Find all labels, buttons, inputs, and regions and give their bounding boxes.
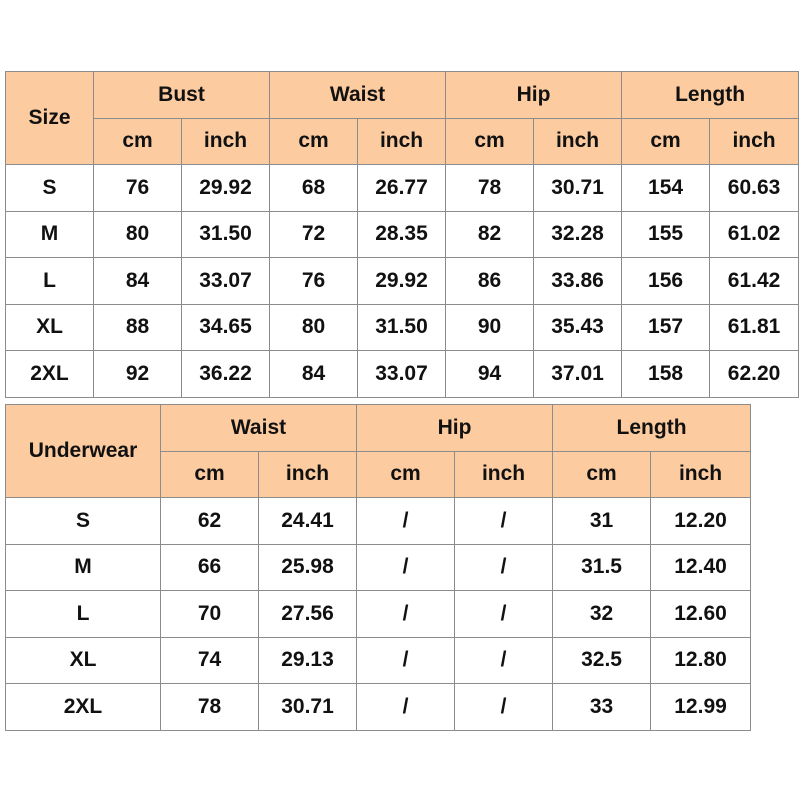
table-row [6,258,799,305]
table-cell: 80 [270,304,358,351]
unit-header: inch [651,451,751,498]
table-cell: 84 [94,258,182,305]
table-cell: / [455,684,553,731]
table-cell: 12.20 [651,498,751,545]
table-cell: 33.07 [182,258,270,305]
table-cell: 62.20 [710,351,799,398]
waist-group-header: Waist [270,72,446,119]
table-cell: 29.92 [358,258,446,305]
unit-header: inch [710,118,799,165]
unit-header: inch [182,118,270,165]
size-label: S [6,498,161,545]
table-cell: 94 [446,351,534,398]
group-header-row [6,72,799,119]
unit-header-row [6,118,799,165]
table-cell: 32 [553,591,651,638]
table-cell: 78 [161,684,259,731]
table-cell: / [357,591,455,638]
table-cell: 90 [446,304,534,351]
table-cell: 154 [622,165,710,212]
table-cell: 26.77 [358,165,446,212]
unit-header: cm [94,118,182,165]
table-row [6,498,751,545]
table-cell: 60.63 [710,165,799,212]
table-cell: / [357,637,455,684]
table-cell: 31 [553,498,651,545]
table-cell: 12.60 [651,591,751,638]
size-column-header: Size [6,72,94,165]
table-cell: 155 [622,211,710,258]
table-cell: 68 [270,165,358,212]
unit-header: inch [259,451,357,498]
table-cell: 36.22 [182,351,270,398]
table-cell: 32.5 [553,637,651,684]
size-label: M [6,211,94,258]
table-cell: 34.65 [182,304,270,351]
table-cell: 27.56 [259,591,357,638]
table-row [6,637,751,684]
table-cell: 66 [161,544,259,591]
table-cell: / [455,591,553,638]
table-cell: 78 [446,165,534,212]
unit-header: cm [357,451,455,498]
unit-header: inch [455,451,553,498]
table-cell: 12.80 [651,637,751,684]
table-cell: 28.35 [358,211,446,258]
table-cell: / [357,498,455,545]
table-cell: 157 [622,304,710,351]
size-chart-table [5,71,799,398]
table-cell: 86 [446,258,534,305]
table-cell: 158 [622,351,710,398]
group-header-row [6,405,751,452]
size-label: M [6,544,161,591]
table-cell: 12.99 [651,684,751,731]
table-cell: 82 [446,211,534,258]
table-cell: 92 [94,351,182,398]
size-label: XL [6,637,161,684]
underwear-size-table [5,404,751,731]
table-cell: 88 [94,304,182,351]
table-cell: 70 [161,591,259,638]
table-row [6,544,751,591]
table-row [6,211,799,258]
hip-group-header: Hip [446,72,622,119]
table-cell: 30.71 [259,684,357,731]
table-cell: 24.41 [259,498,357,545]
unit-header: cm [553,451,651,498]
table-cell: 61.81 [710,304,799,351]
table-cell: / [455,498,553,545]
table-row [6,684,751,731]
table-cell: 12.40 [651,544,751,591]
table-cell: 84 [270,351,358,398]
unit-header: inch [358,118,446,165]
table-cell: 31.50 [182,211,270,258]
table-cell: 61.02 [710,211,799,258]
table-cell: 76 [94,165,182,212]
table-cell: 80 [94,211,182,258]
bust-group-header: Bust [94,72,270,119]
size-label: 2XL [6,684,161,731]
table-cell: 29.92 [182,165,270,212]
table-cell: 33.86 [534,258,622,305]
waist-group-header: Waist [161,405,357,452]
table-cell: / [455,637,553,684]
length-group-header: Length [622,72,799,119]
table-cell: / [357,684,455,731]
table-cell: / [455,544,553,591]
size-label: S [6,165,94,212]
hip-group-header: Hip [357,405,553,452]
unit-header: inch [534,118,622,165]
table-cell: 30.71 [534,165,622,212]
table-row [6,165,799,212]
table-cell: 156 [622,258,710,305]
table-row [6,591,751,638]
table-cell: 74 [161,637,259,684]
table-cell: 31.5 [553,544,651,591]
length-group-header: Length [553,405,751,452]
size-label: L [6,258,94,305]
table-cell: 61.42 [710,258,799,305]
table-cell: 33.07 [358,351,446,398]
unit-header: cm [622,118,710,165]
table-cell: / [357,544,455,591]
unit-header: cm [270,118,358,165]
table-cell: 76 [270,258,358,305]
size-label: L [6,591,161,638]
table-cell: 32.28 [534,211,622,258]
unit-header: cm [161,451,259,498]
size-label: XL [6,304,94,351]
table-cell: 31.50 [358,304,446,351]
underwear-column-header: Underwear [6,405,161,498]
table-cell: 25.98 [259,544,357,591]
size-label: 2XL [6,351,94,398]
table-cell: 35.43 [534,304,622,351]
table-row [6,304,799,351]
table-cell: 29.13 [259,637,357,684]
table-cell: 33 [553,684,651,731]
table-cell: 72 [270,211,358,258]
unit-header: cm [446,118,534,165]
table-cell: 62 [161,498,259,545]
table-cell: 37.01 [534,351,622,398]
table-row [6,351,799,398]
